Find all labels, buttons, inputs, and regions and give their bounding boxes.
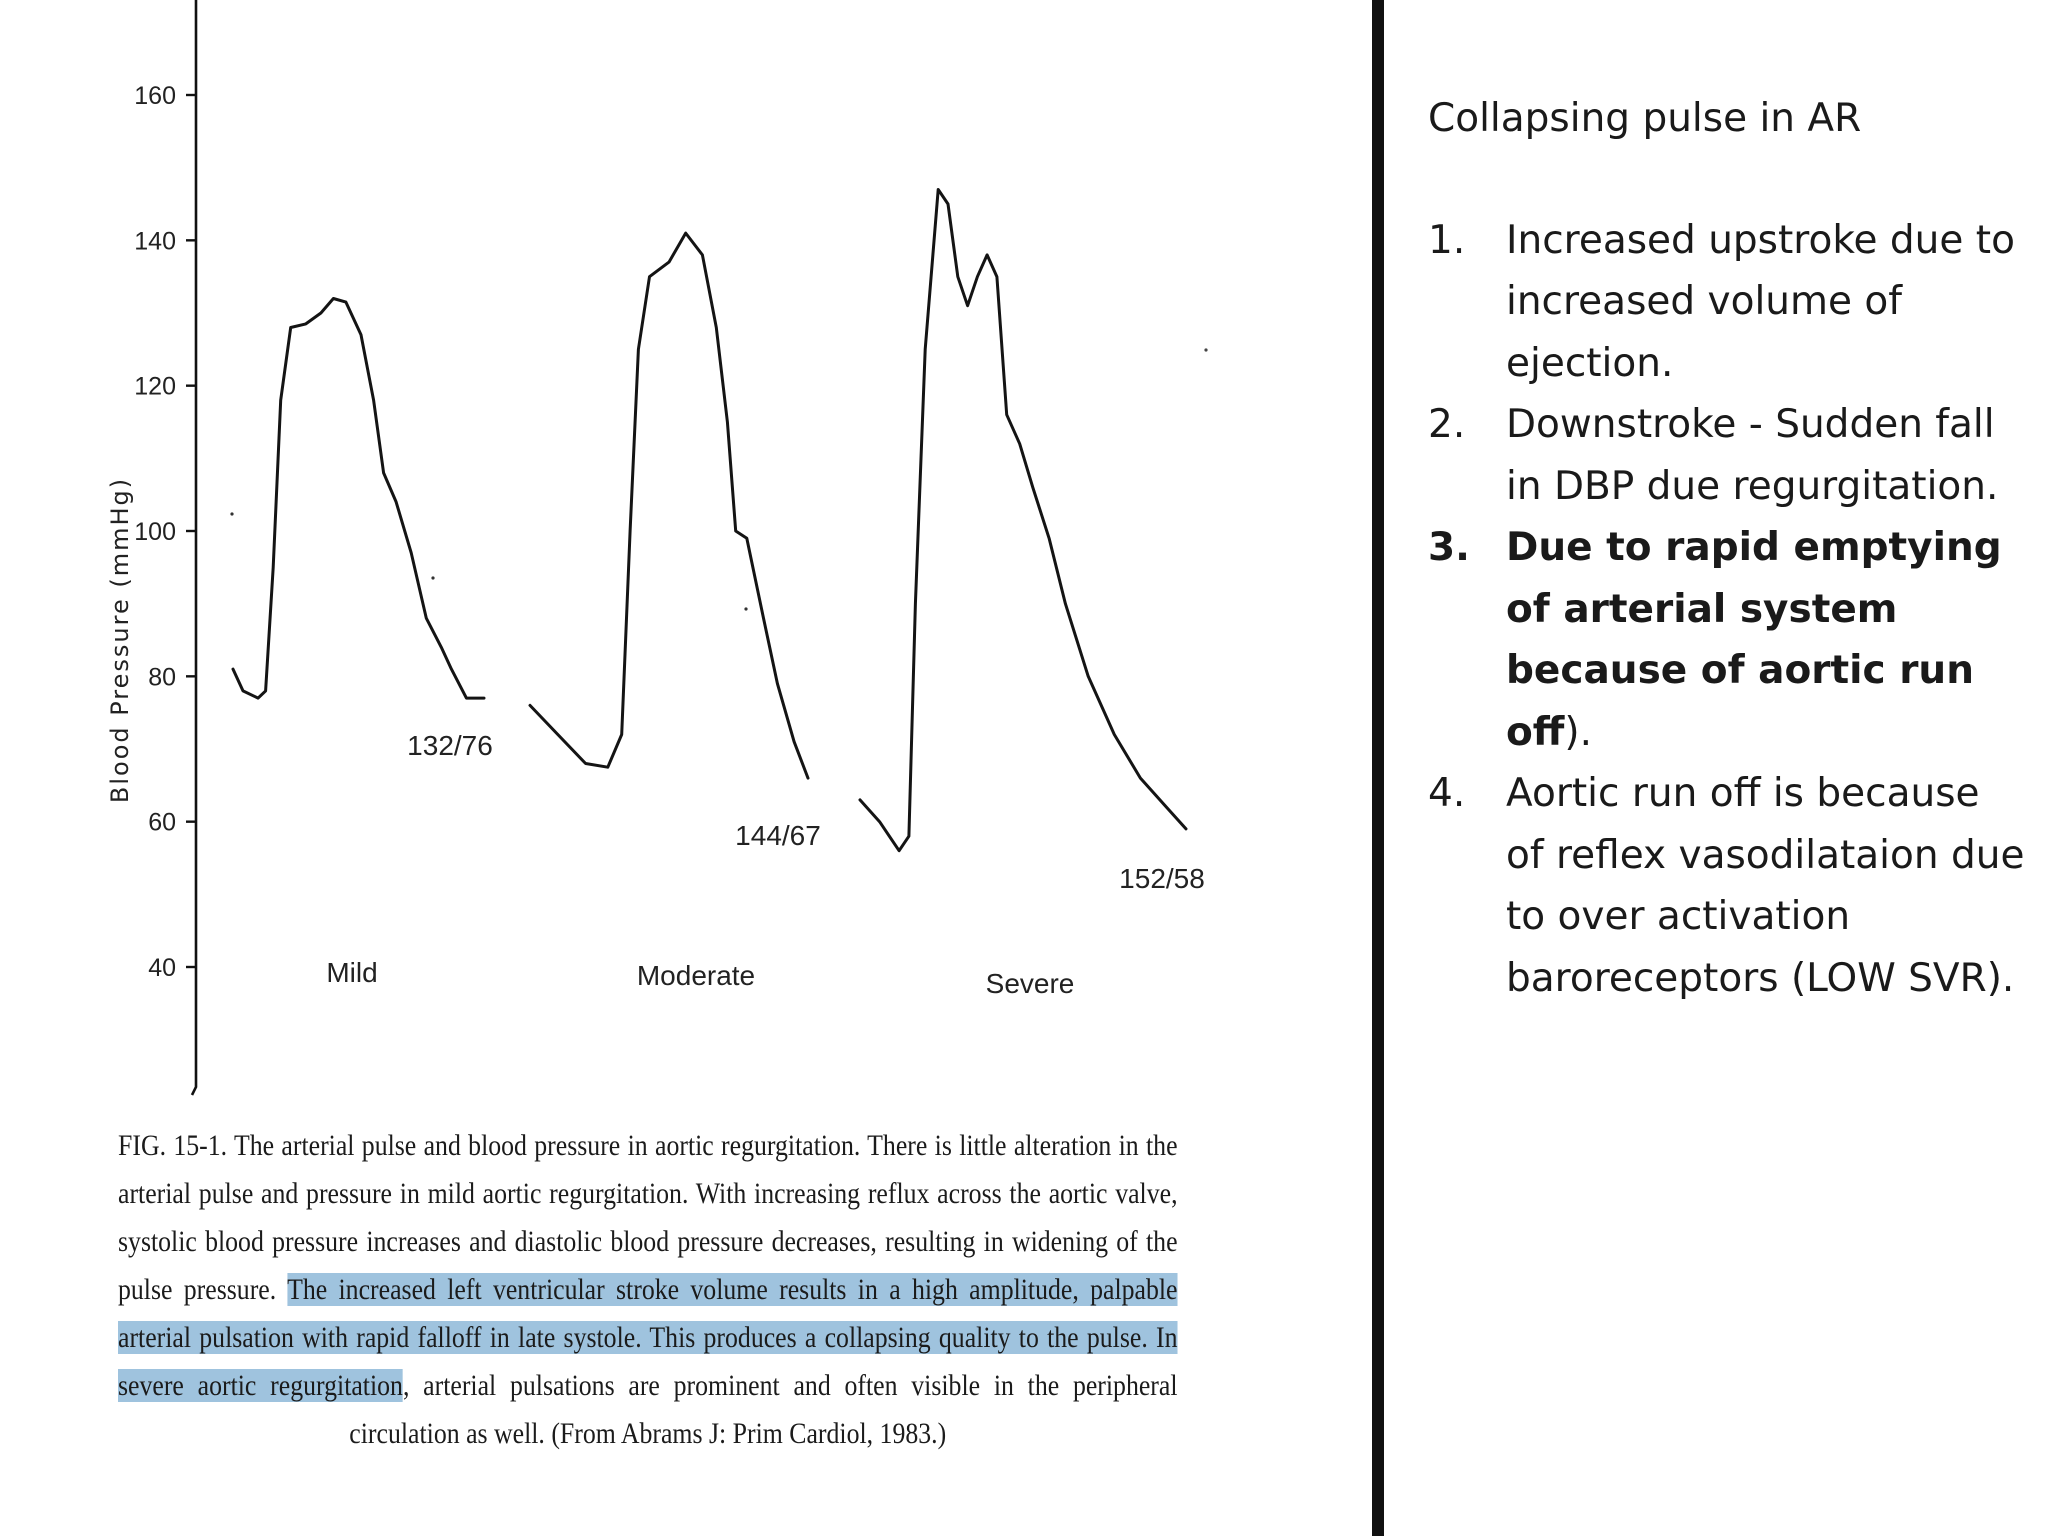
caption-highlight: The increased left ventricular stroke volume results in a high amplitude, palpable arterial pulsation with rapid falloff in late systole. This produces a collapsing quality to the pulse. In severe aortic regurgitation — [118, 1273, 1178, 1402]
y-axis-line — [192, 0, 196, 1095]
list-text: Due to rapid emptying of arterial system because of aortic run off — [1506, 525, 2002, 755]
list-item — [1428, 763, 2028, 1009]
list-item — [1428, 394, 2028, 517]
series-line-mild — [233, 299, 484, 699]
bp-value-label: 132/76 — [407, 730, 493, 761]
list-item — [1428, 517, 2028, 763]
y-axis — [134, 0, 196, 1095]
scan-speck — [230, 512, 233, 515]
series-line-severe — [860, 190, 1186, 851]
y-tick-label: 80 — [148, 663, 176, 692]
list-number: 3. — [1428, 525, 1470, 570]
notes-panel — [1428, 88, 2028, 1009]
notes-title: Collapsing pulse in AR — [1428, 96, 1862, 141]
y-tick-label: 120 — [134, 372, 176, 401]
scan-speck — [431, 576, 434, 579]
list-text: Downstroke - Sudden fall in DBP due regurgitation. — [1506, 402, 1999, 509]
caption-text-end: , arterial pulsations are prominent and often visible in the peripheral circulation as well. (From Abrams J: Prim Cardiol, 1983.) — [349, 1369, 1178, 1450]
list-text: Increased upstroke due to increased volume of ejection. — [1506, 217, 2015, 386]
list-item — [1428, 210, 2028, 395]
y-tick-label: 100 — [134, 518, 176, 546]
series-layer — [233, 190, 1186, 851]
y-tick-label: 160 — [134, 82, 176, 110]
label-layer — [326, 730, 1204, 999]
series-name-label: Severe — [985, 968, 1075, 999]
figure-caption — [118, 1122, 1178, 1458]
y-tick-label: 60 — [148, 808, 176, 837]
scan-speck — [1204, 348, 1207, 351]
panel-divider — [1372, 0, 1384, 1536]
caption-text-start: FIG. 15-1. The arterial pulse and blood pressure in aortic regurgitation. There is little alteration in the arterial pulse and pressure in mild aortic regurgitation. With increasing reflux across the aortic valve, systolic blood pressure increases and diastolic blood pressure decreases, resulting in widening of the pulse pressure. — [118, 1129, 1178, 1306]
y-tick-label: 140 — [134, 227, 176, 256]
series-name-label: Mild — [326, 957, 378, 988]
notes-list — [1428, 210, 2028, 1010]
scan-speck — [744, 607, 747, 610]
y-tick-label: 40 — [148, 954, 176, 982]
list-number: 1. — [1428, 217, 1466, 263]
bp-value-label: 144/67 — [735, 820, 821, 851]
series-line-moderate — [530, 233, 808, 778]
list-number: 4. — [1428, 771, 1466, 816]
list-number: 2. — [1428, 402, 1466, 447]
list-text: Aortic run off is because of reflex vasodilataion due to over activation baroreceptors (LOW SVR). — [1506, 771, 2025, 1001]
series-name-label: Moderate — [636, 960, 756, 991]
y-axis-label: Blood Pressure (mmHg) — [106, 476, 134, 804]
list-text-tail: ). — [1564, 709, 1593, 755]
bp-value-label: 152/58 — [1119, 863, 1205, 894]
